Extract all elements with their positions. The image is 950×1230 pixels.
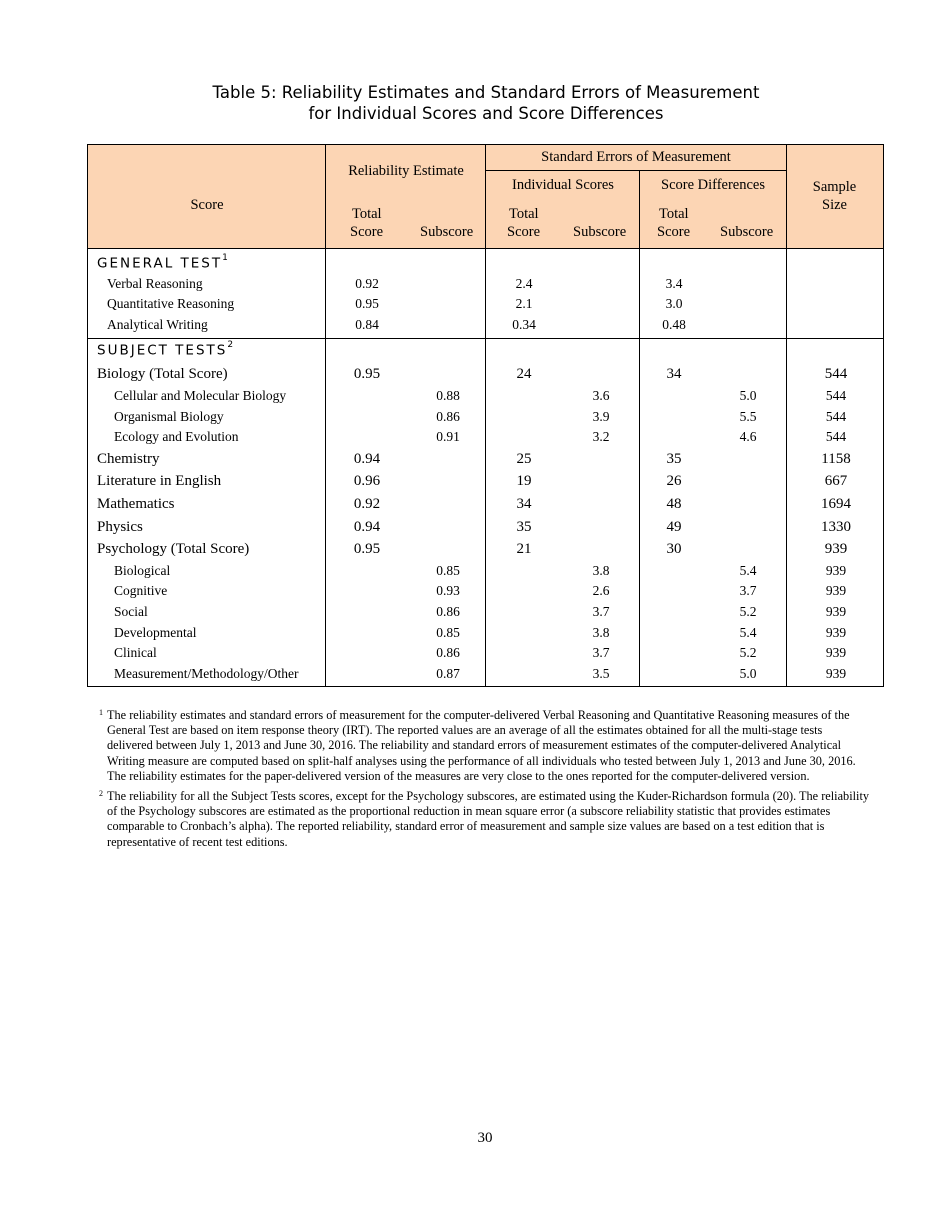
cell-sample-size: 544 [825, 388, 847, 403]
table-row [88, 602, 883, 622]
row-label: Literature in English [97, 473, 222, 489]
cell-sample-size: 939 [824, 541, 848, 557]
table-title-line-2: for Individual Scores and Score Differences [308, 104, 664, 123]
cell-reliability-subscore: 0.91 [436, 429, 460, 444]
cell-reliability-total: 0.95 [355, 296, 379, 311]
cell-sample-size: 939 [825, 645, 847, 660]
cell-sem-difference-total: 49 [666, 519, 682, 535]
section-subject-tests-label: SUBJECT TESTS [97, 342, 228, 359]
header-divider-sem [486, 170, 786, 171]
row-label: Analytical Writing [107, 317, 208, 332]
header-diff-subscore: Subscore [720, 224, 774, 240]
footnote-1 [99, 708, 869, 784]
cell-sem-individual-subscore: 3.8 [592, 563, 610, 578]
table-row [88, 274, 883, 294]
section-subject-tests [97, 342, 233, 359]
header-diff-total-score: Score [657, 224, 691, 240]
cell-sem-difference-subscore: 3.7 [739, 583, 757, 598]
row-label: Measurement/Methodology/Other [114, 666, 299, 681]
cell-reliability-subscore: 0.85 [436, 625, 460, 640]
row-label: Developmental [114, 625, 197, 640]
header-diff-total: Total [659, 206, 689, 222]
cell-sample-size: 1158 [821, 451, 851, 467]
cell-reliability-subscore: 0.85 [436, 563, 460, 578]
header-individual-scores: Individual Scores [512, 177, 614, 193]
cell-sem-individual-total: 24 [516, 366, 532, 382]
cell-reliability-subscore: 0.86 [436, 645, 460, 660]
cell-sem-individual-subscore: 3.7 [592, 645, 610, 660]
cell-reliability-total: 0.96 [353, 473, 381, 489]
cell-sem-difference-subscore: 5.4 [739, 625, 757, 640]
cell-sample-size: 544 [824, 366, 848, 382]
cell-reliability-subscore: 0.87 [436, 666, 460, 681]
header-ind-subscore: Subscore [573, 224, 627, 240]
row-label: Cellular and Molecular Biology [114, 388, 287, 403]
table-row [88, 294, 883, 314]
table-row [88, 449, 883, 469]
cell-sem-individual-subscore: 3.2 [592, 429, 610, 444]
cell-sample-size: 1330 [821, 519, 851, 535]
row-label: Biological [114, 563, 171, 578]
header-ind-total: Total [509, 206, 539, 222]
row-label: Cognitive [114, 583, 168, 598]
cell-sem-individual-subscore: 3.6 [592, 388, 610, 403]
reliability-table [87, 144, 884, 687]
footnote-1-mark: 1 [99, 708, 103, 717]
row-label: Ecology and Evolution [114, 429, 239, 444]
table-row [88, 471, 883, 491]
cell-reliability-total: 0.95 [353, 366, 381, 382]
cell-sem-individual-subscore: 3.8 [592, 625, 610, 640]
cell-sem-individual-total: 2.1 [515, 296, 533, 311]
cell-sem-individual-total: 0.34 [512, 317, 536, 332]
table-row [88, 664, 883, 684]
cell-sem-individual-total: 19 [516, 473, 532, 489]
cell-sample-size: 544 [825, 429, 847, 444]
table-row [88, 427, 883, 447]
cell-reliability-total: 0.95 [353, 541, 381, 557]
cell-sample-size: 1694 [821, 496, 851, 512]
cell-sem-difference-total: 0.48 [662, 317, 686, 332]
cell-sem-individual-total: 34 [516, 496, 532, 512]
cell-sem-difference-total: 48 [666, 496, 682, 512]
cell-sample-size: 939 [825, 563, 847, 578]
cell-sem-difference-subscore: 5.2 [739, 645, 757, 660]
header-sem: Standard Errors of Measurement [541, 149, 731, 165]
row-label: Verbal Reasoning [107, 276, 203, 291]
table-row [88, 561, 883, 581]
cell-reliability-subscore: 0.86 [436, 604, 460, 619]
cell-sem-difference-subscore: 5.2 [739, 604, 757, 619]
table-row [88, 315, 883, 335]
table-row [88, 539, 883, 559]
cell-sample-size: 939 [825, 666, 847, 681]
header-size: Size [822, 197, 847, 213]
row-label: Organismal Biology [114, 409, 224, 424]
cell-sem-difference-subscore: 4.6 [739, 429, 757, 444]
cell-reliability-subscore: 0.93 [436, 583, 460, 598]
cell-reliability-total: 0.92 [355, 276, 379, 291]
row-label: Mathematics [97, 496, 175, 512]
cell-sem-difference-subscore: 5.4 [739, 563, 757, 578]
footnote-2-text: The reliability for all the Subject Tests scores, except for the Psychology subscores, are estimated using the Kuder-Richardson formula (20). The reliability of the Psychology subscores are estimated as the proportional reduction in mean square error (a subscore reliability statistic that provides estimates comparable to Cronbach’s alpha). The reported reliability, standard error of measurement and sample size values are based on a test edition that is representative of recent test editions. [107, 789, 870, 849]
cell-reliability-total: 0.92 [353, 496, 381, 512]
cell-sample-size: 544 [825, 409, 847, 424]
table-row [88, 643, 883, 663]
cell-sem-individual-subscore: 2.6 [592, 583, 610, 598]
row-label: Quantitative Reasoning [107, 296, 235, 311]
section-general-test [97, 255, 228, 272]
header-rel-total-score: Score [350, 224, 384, 240]
footnote-1-text: The reliability estimates and standard errors of measurement for the computer-delivered Verbal Reasoning and Quantitative Reasoning measures of the General Test are based on item response theory (IRT). The reported values are an average of all the estimates obtained for all the multi-stage tests delivered between July 1, 2013 and June 30, 2016. The reliability and standard errors of measurement estimates of the computer-delivered Analytical Writing measure are computed based on split-half analyses using the performance of all individuals who tested between July 1, 2013 and June 30, 2016. The reliability estimates for the paper-delivered version of the measures are very close to the ones reported for the computer-delivered version. [107, 708, 856, 783]
cell-sem-individual-total: 25 [516, 451, 532, 467]
cell-sem-individual-subscore: 3.5 [592, 666, 610, 681]
table-row [88, 494, 883, 514]
header-rel-total: Total [352, 206, 382, 222]
header-reliability-estimate: Reliability Estimate [348, 163, 464, 179]
table-row [88, 407, 883, 427]
cell-sem-difference-total: 34 [666, 366, 682, 382]
table-row [88, 623, 883, 643]
cell-sem-individual-total: 21 [516, 541, 532, 557]
cell-sem-individual-total: 2.4 [515, 276, 533, 291]
footnote-ref-1: 1 [222, 253, 228, 263]
cell-sem-difference-subscore: 5.5 [739, 409, 757, 424]
cell-reliability-total: 0.94 [353, 451, 381, 467]
footnote-2-mark: 2 [99, 789, 103, 799]
table-title-line-1: Table 5: Reliability Estimates and Standard Errors of Measurement [212, 83, 760, 102]
cell-sem-difference-total: 3.0 [665, 296, 683, 311]
cell-sem-individual-subscore: 3.7 [592, 604, 610, 619]
section-divider [88, 338, 883, 339]
cell-sem-difference-total: 3.4 [665, 276, 683, 291]
cell-sem-difference-subscore: 5.0 [739, 666, 757, 681]
cell-sem-individual-total: 35 [516, 519, 532, 535]
table-row [88, 386, 883, 406]
table-title [0, 82, 950, 124]
footnotes [99, 708, 869, 855]
cell-reliability-subscore: 0.88 [436, 388, 460, 403]
row-label: Social [114, 604, 148, 619]
section-general-test-label: GENERAL TEST [97, 255, 223, 272]
row-label: Clinical [114, 645, 157, 660]
table-row [88, 517, 883, 537]
header-rel-subscore: Subscore [420, 224, 474, 240]
table-row [88, 364, 883, 384]
row-label: Biology (Total Score) [97, 366, 228, 382]
footnote-2 [99, 789, 869, 850]
cell-sem-difference-total: 35 [666, 451, 682, 467]
row-label: Psychology (Total Score) [97, 541, 250, 557]
footnote-ref-2: 2 [227, 340, 234, 350]
header-ind-total-score: Score [507, 224, 541, 240]
cell-sem-difference-subscore: 5.0 [739, 388, 757, 403]
header-score: Score [190, 197, 224, 213]
cell-sample-size: 667 [824, 473, 848, 489]
cell-sample-size: 939 [825, 604, 847, 619]
header-score-differences: Score Differences [661, 177, 765, 193]
cell-sample-size: 939 [825, 583, 847, 598]
cell-reliability-total: 0.94 [353, 519, 381, 535]
header-sample: Sample [812, 179, 857, 195]
cell-sample-size: 939 [825, 625, 847, 640]
cell-reliability-total: 0.84 [355, 317, 379, 332]
row-label: Chemistry [97, 451, 160, 467]
cell-sem-difference-total: 26 [666, 473, 682, 489]
row-label: Physics [97, 519, 143, 535]
cell-reliability-subscore: 0.86 [436, 409, 460, 424]
table-row [88, 581, 883, 601]
cell-sem-difference-total: 30 [666, 541, 682, 557]
page-number: 30 [477, 1130, 493, 1146]
cell-sem-individual-subscore: 3.9 [592, 409, 610, 424]
